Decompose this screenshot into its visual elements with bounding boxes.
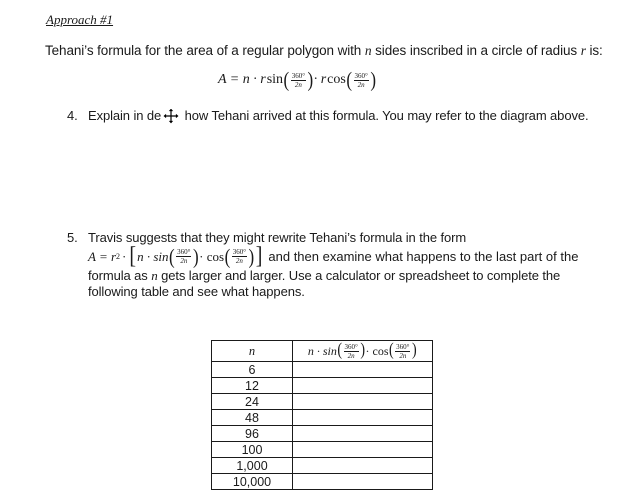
question-4-text: Explain in de how Tehani arrived at this formula. You may refer to the diagram above. <box>88 108 589 123</box>
table-cell-answer[interactable] <box>293 410 433 426</box>
table-row <box>212 394 433 410</box>
table-row <box>212 362 433 378</box>
table-header-expression: n · sin ( $\frac{360^\circ}{2n}$ ) · cos ( $\frac{360^\circ}{2n}$ ) <box>293 341 433 362</box>
rewritten-formula: A = r 2 · [ n · sin ( $\frac{360^\circ}{2n}$ ) · cos ( $\frac{360^\circ}{2n}$ ) ] and then examine what happens to the last part of the <box>88 242 579 270</box>
intro-text: Tehani’s formula for the area of a regular polygon with n sides inscribed in a circle of radius r is: <box>45 43 603 58</box>
table-cell-n: 1,000 <box>212 458 293 474</box>
values-table <box>211 340 433 490</box>
table-cell-n: 12 <box>212 378 293 394</box>
table-cell-n: 96 <box>212 426 293 442</box>
area-formula: A = n · r sin ( $\frac{360^\circ}{2n}$ ) · r cos ( $\frac{360^\circ}{2n}$ ) <box>218 67 376 92</box>
move-cursor-icon <box>162 107 180 125</box>
approach-heading: Approach #1 <box>46 12 114 27</box>
table-row <box>212 458 433 474</box>
table-header-n: n <box>212 341 293 362</box>
table-row <box>212 410 433 426</box>
question-4-number: 4. <box>67 108 78 123</box>
table-cell-answer[interactable] <box>293 394 433 410</box>
table-row <box>212 426 433 442</box>
table-cell-n: 100 <box>212 442 293 458</box>
table-header-row <box>212 341 433 362</box>
table-cell-answer[interactable] <box>293 362 433 378</box>
table-cell-answer[interactable] <box>293 426 433 442</box>
table-row <box>212 442 433 458</box>
table-row <box>212 378 433 394</box>
table-cell-answer[interactable] <box>293 442 433 458</box>
table-cell-answer[interactable] <box>293 474 433 490</box>
question-5-line1: Travis suggests that they might rewrite Tehani’s formula in the form <box>88 230 467 245</box>
table-row <box>212 474 433 490</box>
question-5-number: 5. <box>67 230 78 245</box>
table-cell-n: 6 <box>212 362 293 378</box>
table-cell-answer[interactable] <box>293 458 433 474</box>
question-5-line3: formula as n gets larger and larger. Use a calculator or spreadsheet to complete the <box>88 268 561 283</box>
table-cell-n: 10,000 <box>212 474 293 490</box>
table-cell-n: 24 <box>212 394 293 410</box>
table-cell-answer[interactable] <box>293 378 433 394</box>
table-cell-n: 48 <box>212 410 293 426</box>
question-5-line2: and then examine what happens to the last part of the <box>268 249 579 264</box>
question-5-line4: following table and see what happens. <box>88 284 305 299</box>
